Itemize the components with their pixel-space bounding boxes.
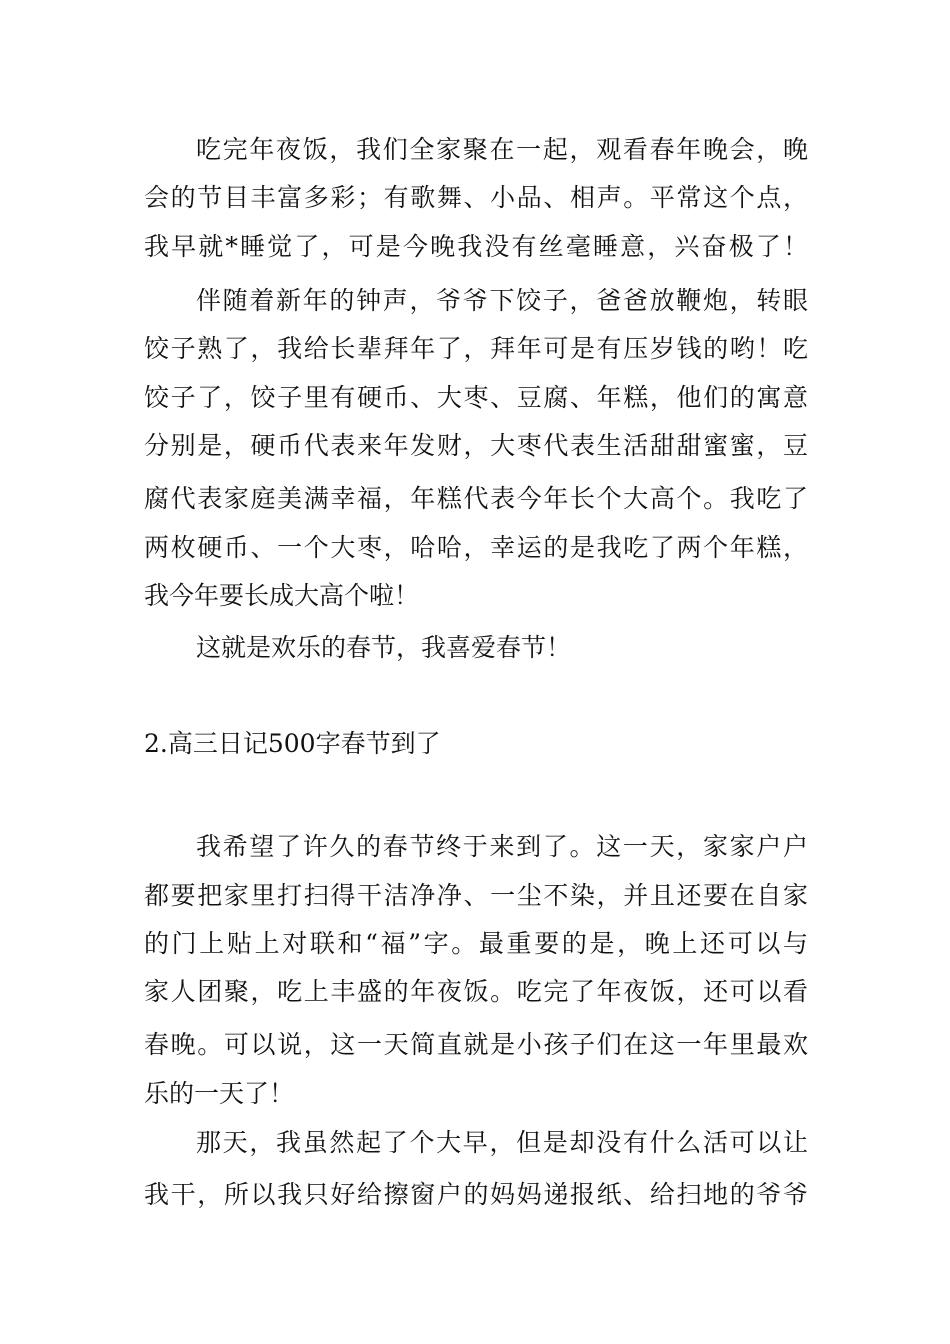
text-line: 腐代表家庭美满幸福，年糕代表今年长个大高个。我吃了: [144, 484, 808, 513]
text-line: 我希望了许久的春节终于来到了。这一天，家家户户: [196, 832, 808, 861]
text-line: 的门上贴上对联和“福”字。最重要的是，晚上还可以与: [144, 929, 808, 958]
section-heading: 2.高三日记500字春节到了: [144, 729, 441, 758]
text-line: 吃完年夜饭，我们全家聚在一起，观看春年晚会，晚: [196, 135, 808, 164]
text-line: 春晚。可以说，这一天简直就是小孩子们在这一年里最欢: [144, 1030, 808, 1059]
text-line: 我干，所以我只好给擦窗户的妈妈递报纸、给扫地的爷爷: [144, 1180, 808, 1209]
text-line: 饺子熟了，我给长辈拜年了，拜年可是有压岁钱的哟！吃: [144, 334, 808, 363]
text-line: 我今年要长成大高个啦！: [144, 581, 420, 610]
text-line: 乐的一天了！: [144, 1079, 295, 1108]
text-line: 我早就*睡觉了，可是今晚我没有丝毫睡意，兴奋极了！: [144, 232, 808, 261]
text-line: 这就是欢乐的春节，我喜爱春节！: [196, 633, 572, 662]
text-line: 伴随着新年的钟声，爷爷下饺子，爸爸放鞭炮，转眼: [196, 286, 808, 315]
text-line: 分别是，硬币代表来年发财，大枣代表生活甜甜蜜蜜，豆: [144, 431, 808, 460]
text-line: 那天，我虽然起了个大早，但是却没有什么活可以让: [196, 1128, 808, 1157]
text-line: 会的节目丰富多彩；有歌舞、小品、相声。平常这个点，: [144, 183, 808, 212]
text-line: 都要把家里打扫得干洁净净、一尘不染，并且还要在自家: [144, 881, 808, 910]
text-line: 饺子了，饺子里有硬币、大枣、豆腐、年糕，他们的寓意: [144, 383, 808, 412]
text-line: 两枚硬币、一个大枣，哈哈，幸运的是我吃了两个年糕，: [144, 533, 808, 562]
text-line: 家人团聚，吃上丰盛的年夜饭。吃完了年夜饭，还可以看: [144, 977, 808, 1006]
